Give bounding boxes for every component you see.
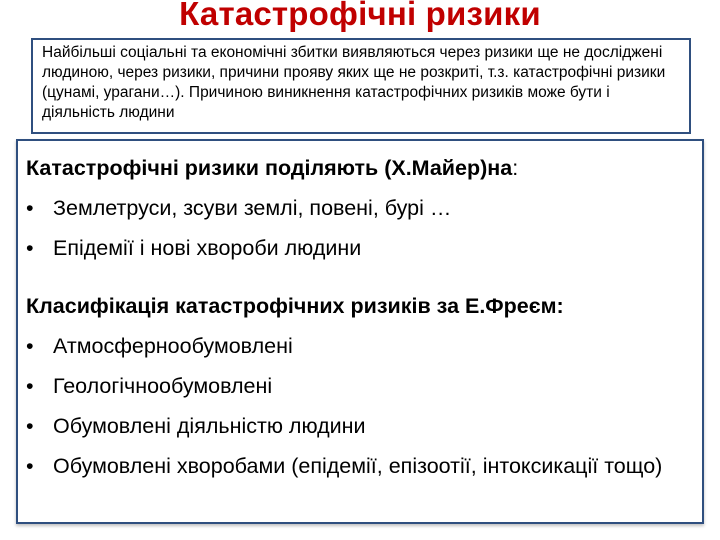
list-item [26,228,694,268]
section2-heading: Класифікація катастрофічних ризиків за Е.Фреєм: [26,294,564,318]
list-item-text: Землетруси, зсуви землі, повені, бурі … [53,196,452,220]
bullet-icon: • [26,334,34,358]
section-spacer [26,268,694,286]
list-item [26,446,694,483]
list-item-text: Геологічнообумовлені [53,374,273,398]
bullet-icon: • [26,454,34,478]
section1-heading-colon: : [512,156,519,180]
intro-text-box [31,38,691,134]
bullet-icon: • [26,414,34,438]
section1-heading [26,148,694,188]
section2-list [26,326,694,483]
intro-text: Найбільші соціальні та економічні збитки виявляються через ризики ще не досліджені людиною, через ризики, причини прояву яких ще не розкриті, т.з. катастрофічні ризики (цунамі, урагани…). Причиною виникнення катастрофічних ризиків може бути і діяльність людини [42,44,666,121]
slide-title: Катастрофічні ризики [179,0,541,32]
list-item [26,366,694,406]
bullet-icon: • [26,196,34,220]
bullet-icon: • [26,236,34,260]
list-item-text: Обумовлені діяльністю людини [53,414,366,438]
bullet-icon: • [26,374,34,398]
list-item-text: Обумовлені хворобами (епідемії, епізоотії, інтоксикації тощо) [53,454,663,478]
list-item [26,406,694,446]
section1-list [26,188,694,268]
main-content-box [16,139,704,524]
list-item [26,326,694,366]
list-item [26,188,694,228]
list-item-text: Атмосфернообумовлені [53,334,293,358]
list-item-text: Епідемії і нові хвороби людини [53,236,362,260]
section1-heading-text: Катастрофічні ризики поділяють (Х.Майер)на [26,156,513,180]
